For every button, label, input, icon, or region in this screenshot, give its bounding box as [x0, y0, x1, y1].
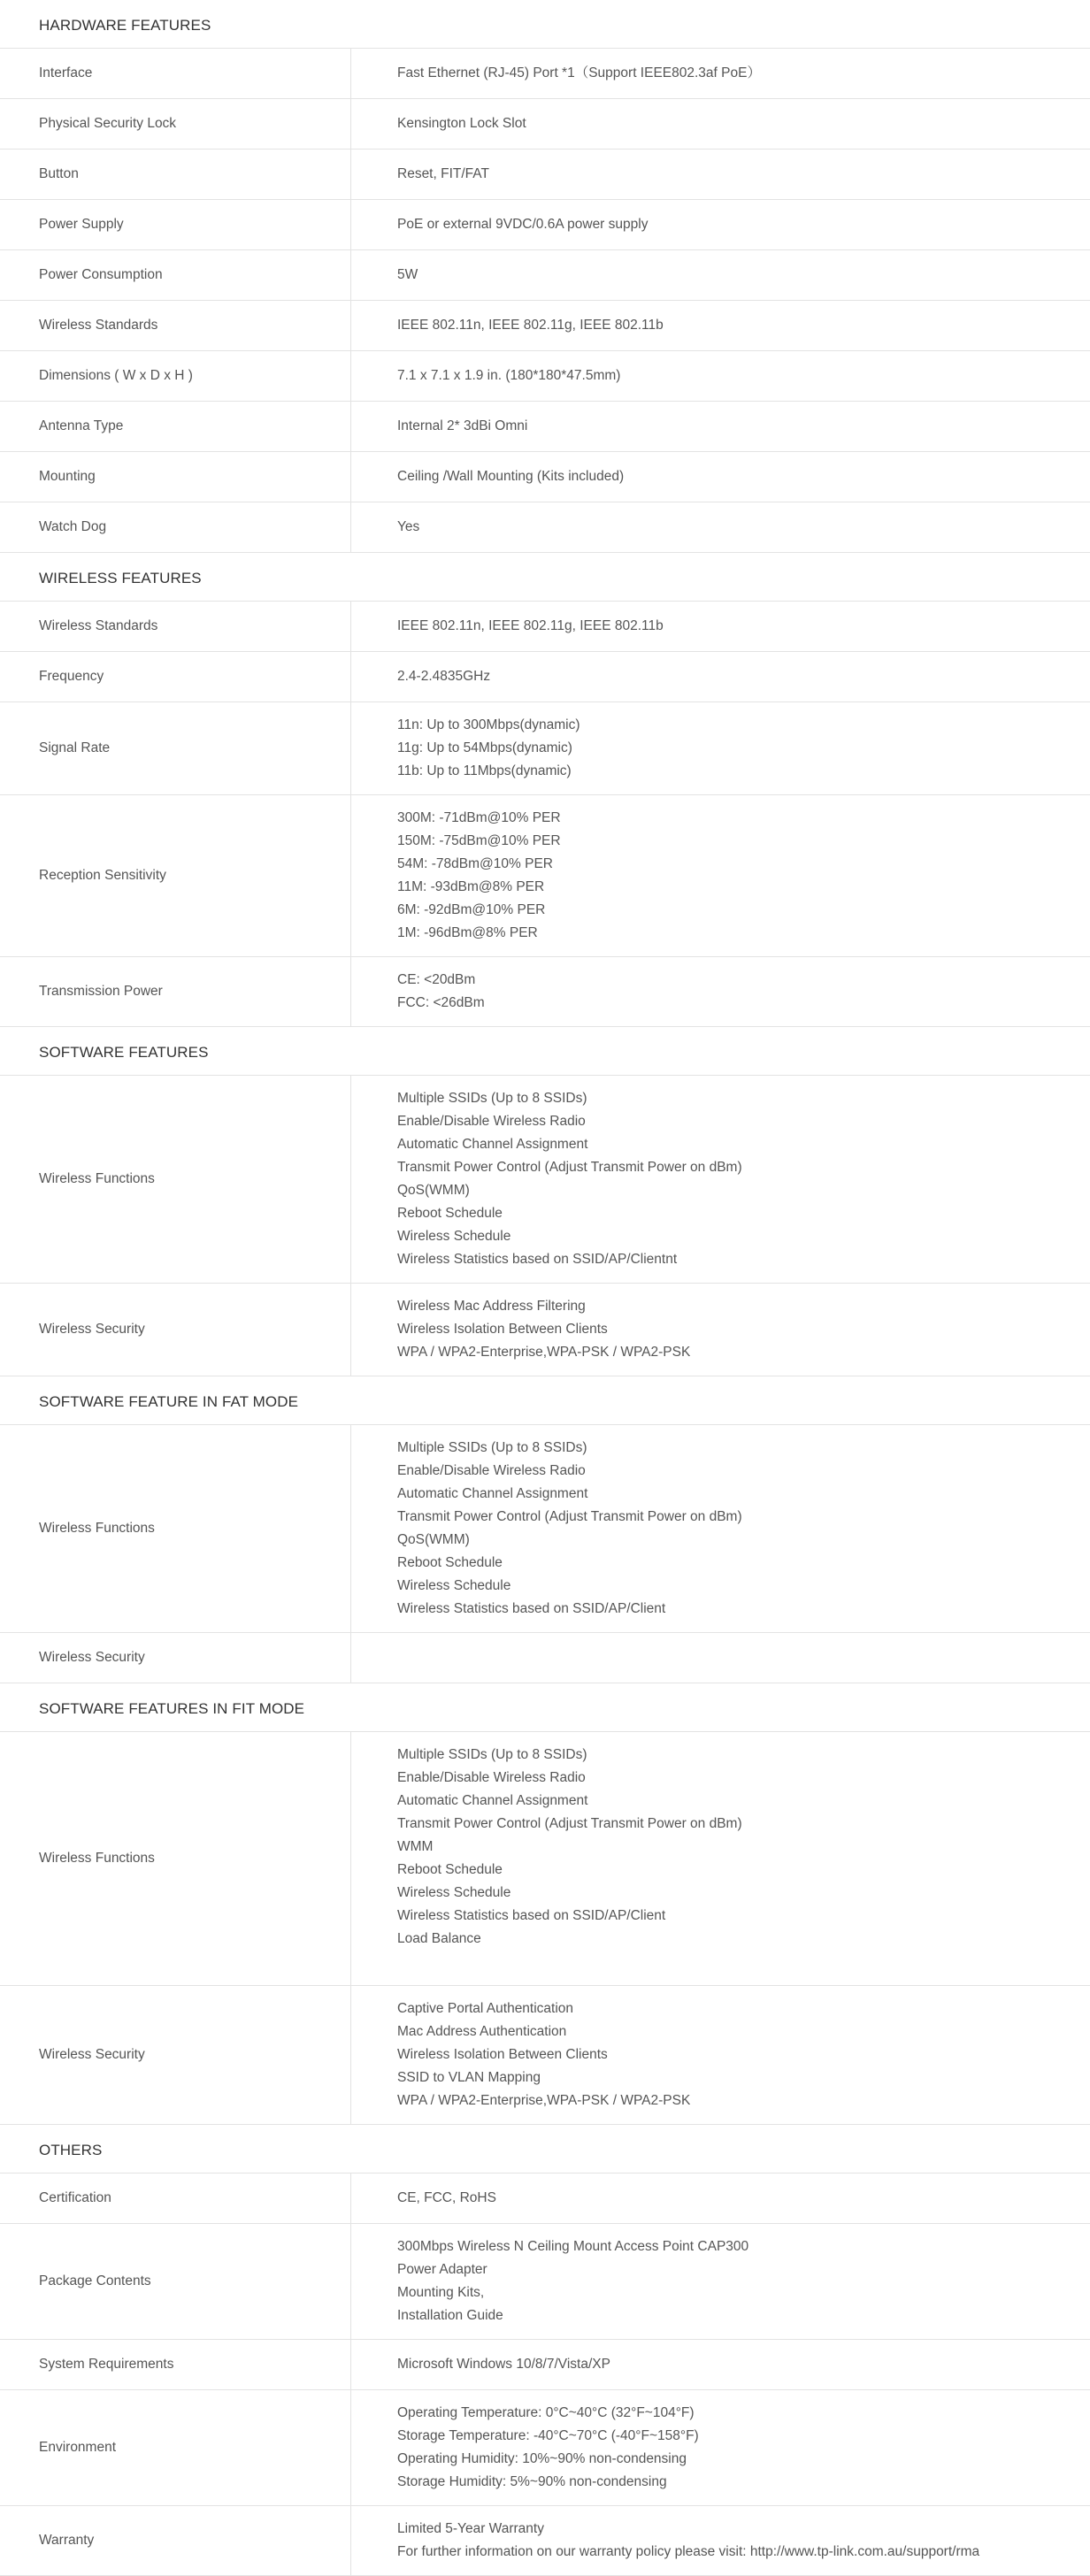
- spec-label: Wireless Security: [0, 1986, 351, 2124]
- spec-value-line: Load Balance: [397, 1931, 481, 1946]
- spec-label: Wireless Security: [0, 1284, 351, 1376]
- spec-value: [351, 452, 1090, 502]
- spec-value-line: Reboot Schedule: [397, 1555, 503, 1570]
- spec-row: [0, 2506, 1090, 2576]
- spec-value-line: Enable/Disable Wireless Radio: [397, 1770, 586, 1785]
- spec-value: [351, 702, 1090, 794]
- spec-label: Wireless Standards: [0, 602, 351, 651]
- spec-value: [351, 1076, 1090, 1283]
- spec-value-line: 300M: -71dBm@10% PER: [397, 810, 561, 825]
- section-title: SOFTWARE FEATURES IN FIT MODE: [0, 1683, 1090, 1732]
- spec-value-line: Fast Ethernet (RJ-45) Port *1（Support IEEE802.3af PoE）: [397, 65, 761, 80]
- spec-row: [0, 1986, 1090, 2125]
- spec-value-line: Wireless Statistics based on SSID/AP/Clientnt: [397, 1252, 678, 1267]
- spec-value: [351, 150, 1090, 199]
- spec-value-line: WPA / WPA2-Enterprise,WPA-PSK / WPA2-PSK: [397, 2093, 691, 2108]
- spec-value-line: Power Adapter: [397, 2262, 487, 2277]
- spec-value-line: WPA / WPA2-Enterprise,WPA-PSK / WPA2-PSK: [397, 1345, 691, 1360]
- spec-label: Dimensions ( W x D x H ): [0, 351, 351, 401]
- spec-value-line: Installation Guide: [397, 2308, 503, 2323]
- spec-label: Power Supply: [0, 200, 351, 249]
- spec-value-line: For further information on our warranty policy please visit: http://www.tp-link.com.au/support/rma: [397, 2544, 980, 2559]
- spec-value-line: 11M: -93dBm@8% PER: [397, 879, 545, 894]
- spec-value-line: [397, 1646, 1090, 1669]
- spec-value-line: Limited 5-Year Warranty: [397, 2521, 544, 2536]
- spec-value-line: QoS(WMM): [397, 1532, 470, 1547]
- spec-value-line: Wireless Schedule: [397, 1229, 511, 1244]
- spec-row: [0, 301, 1090, 351]
- spec-label: Mounting: [0, 452, 351, 502]
- spec-row: [0, 200, 1090, 250]
- spec-label: Interface: [0, 49, 351, 98]
- spec-value-line: Wireless Statistics based on SSID/AP/Client: [397, 1908, 666, 1923]
- spec-value-line: Automatic Channel Assignment: [397, 1486, 588, 1501]
- spec-row: [0, 1076, 1090, 1284]
- spec-section: [0, 1683, 1090, 2125]
- spec-section: [0, 0, 1090, 553]
- spec-value-line: 6M: -92dBm@10% PER: [397, 902, 546, 917]
- spec-value-line: Microsoft Windows 10/8/7/Vista/XP: [397, 2357, 610, 2372]
- spec-value-line: IEEE 802.11n, IEEE 802.11g, IEEE 802.11b: [397, 318, 664, 333]
- spec-label: Wireless Security: [0, 1633, 351, 1683]
- spec-value: [351, 602, 1090, 651]
- spec-value: [351, 795, 1090, 956]
- spec-value: [351, 1986, 1090, 2124]
- spec-label: Certification: [0, 2174, 351, 2223]
- spec-value: [351, 1732, 1090, 1985]
- spec-value: [351, 1633, 1090, 1683]
- spec-value-line: Reboot Schedule: [397, 1862, 503, 1877]
- spec-value-line: 300Mbps Wireless N Ceiling Mount Access Point CAP300: [397, 2239, 749, 2254]
- spec-value-line: Storage Humidity: 5%~90% non-condensing: [397, 2474, 667, 2489]
- spec-value-line: 11n: Up to 300Mbps(dynamic): [397, 717, 580, 732]
- spec-section: [0, 1376, 1090, 1683]
- spec-label: System Requirements: [0, 2340, 351, 2389]
- spec-value-line: Automatic Channel Assignment: [397, 1137, 588, 1152]
- spec-value-line: Wireless Schedule: [397, 1578, 511, 1593]
- spec-value-line: Reboot Schedule: [397, 1206, 503, 1221]
- section-title: SOFTWARE FEATURES: [0, 1027, 1090, 1076]
- spec-value-line: 7.1 x 7.1 x 1.9 in. (180*180*47.5mm): [397, 368, 621, 383]
- spec-label: Button: [0, 150, 351, 199]
- spec-value: [351, 2340, 1090, 2389]
- spec-value-line: 1M: -96dBm@8% PER: [397, 925, 538, 940]
- spec-row: [0, 2224, 1090, 2340]
- spec-label: Frequency: [0, 652, 351, 702]
- spec-row: [0, 2340, 1090, 2390]
- spec-value-line: FCC: <26dBm: [397, 995, 485, 1010]
- spec-label: Power Consumption: [0, 250, 351, 300]
- spec-value-line: Multiple SSIDs (Up to 8 SSIDs): [397, 1440, 587, 1455]
- section-title: WIRELESS FEATURES: [0, 553, 1090, 602]
- section-title: HARDWARE FEATURES: [0, 0, 1090, 49]
- spec-value-line: 11b: Up to 11Mbps(dynamic): [397, 763, 572, 778]
- spec-value-line: 2.4-2.4835GHz: [397, 669, 491, 684]
- spec-value-line: Reset, FIT/FAT: [397, 166, 489, 181]
- spec-value: [351, 351, 1090, 401]
- spec-row: [0, 1732, 1090, 1986]
- spec-label: Watch Dog: [0, 502, 351, 552]
- spec-label: Wireless Standards: [0, 301, 351, 350]
- spec-label: Signal Rate: [0, 702, 351, 794]
- spec-value-line: Internal 2* 3dBi Omni: [397, 418, 528, 433]
- spec-value: [351, 957, 1090, 1026]
- spec-row: [0, 402, 1090, 452]
- spec-row: [0, 795, 1090, 957]
- spec-value-line: Mac Address Authentication: [397, 2024, 567, 2039]
- spec-value-line: Mounting Kits,: [397, 2285, 485, 2300]
- spec-label: Physical Security Lock: [0, 99, 351, 149]
- spec-label: Package Contents: [0, 2224, 351, 2339]
- spec-value: [351, 402, 1090, 451]
- spec-value-line: CE, FCC, RoHS: [397, 2190, 496, 2205]
- spec-value-line: [397, 1951, 1090, 1974]
- spec-value-line: Yes: [397, 519, 420, 534]
- spec-value-line: Transmit Power Control (Adjust Transmit Power on dBm): [397, 1816, 742, 1831]
- spec-value-line: Transmit Power Control (Adjust Transmit Power on dBm): [397, 1160, 742, 1175]
- spec-value: [351, 2174, 1090, 2223]
- spec-value-line: Enable/Disable Wireless Radio: [397, 1463, 586, 1478]
- spec-value: [351, 250, 1090, 300]
- spec-value-line: Ceiling /Wall Mounting (Kits included): [397, 469, 625, 484]
- spec-value-line: QoS(WMM): [397, 1183, 470, 1198]
- spec-value-line: 5W: [397, 267, 418, 282]
- spec-row: [0, 1633, 1090, 1683]
- spec-section: [0, 553, 1090, 1027]
- spec-section: [0, 1027, 1090, 1376]
- spec-value-line: Kensington Lock Slot: [397, 116, 526, 131]
- spec-value-line: Multiple SSIDs (Up to 8 SSIDs): [397, 1091, 587, 1106]
- spec-value: [351, 99, 1090, 149]
- spec-value-line: Wireless Statistics based on SSID/AP/Client: [397, 1601, 666, 1616]
- spec-row: [0, 2390, 1090, 2506]
- spec-value-line: Operating Humidity: 10%~90% non-condensing: [397, 2451, 687, 2466]
- spec-value-line: Wireless Isolation Between Clients: [397, 2047, 608, 2062]
- spec-value: [351, 2224, 1090, 2339]
- spec-row: [0, 702, 1090, 795]
- spec-value: [351, 301, 1090, 350]
- spec-value-line: 150M: -75dBm@10% PER: [397, 833, 561, 848]
- spec-row: [0, 452, 1090, 502]
- spec-row: [0, 1425, 1090, 1633]
- spec-value-line: SSID to VLAN Mapping: [397, 2070, 541, 2085]
- spec-value-line: IEEE 802.11n, IEEE 802.11g, IEEE 802.11b: [397, 618, 664, 633]
- spec-row: [0, 49, 1090, 99]
- spec-row: [0, 99, 1090, 150]
- spec-value-line: Captive Portal Authentication: [397, 2001, 574, 2016]
- spec-row: [0, 250, 1090, 301]
- spec-value-line: CE: <20dBm: [397, 972, 476, 987]
- spec-value: [351, 200, 1090, 249]
- spec-value-line: Multiple SSIDs (Up to 8 SSIDs): [397, 1747, 587, 1762]
- spec-row: [0, 150, 1090, 200]
- spec-row: [0, 1284, 1090, 1376]
- spec-row: [0, 602, 1090, 652]
- section-title: OTHERS: [0, 2125, 1090, 2174]
- spec-value-line: Wireless Mac Address Filtering: [397, 1299, 586, 1314]
- spec-row: [0, 957, 1090, 1027]
- spec-row: [0, 351, 1090, 402]
- spec-value-line: Wireless Schedule: [397, 1885, 511, 1900]
- spec-label: Transmission Power: [0, 957, 351, 1026]
- spec-label: Wireless Functions: [0, 1425, 351, 1632]
- spec-value: [351, 1425, 1090, 1632]
- spec-section: [0, 2125, 1090, 2576]
- spec-value: [351, 49, 1090, 98]
- spec-row: [0, 502, 1090, 553]
- spec-value: [351, 652, 1090, 702]
- spec-value-line: PoE or external 9VDC/0.6A power supply: [397, 217, 649, 232]
- section-title: SOFTWARE FEATURE IN FAT MODE: [0, 1376, 1090, 1425]
- spec-label: Environment: [0, 2390, 351, 2505]
- spec-value-line: Operating Temperature: 0°C~40°C (32°F~104°F): [397, 2405, 695, 2420]
- spec-value: [351, 502, 1090, 552]
- spec-value: [351, 2506, 1090, 2575]
- spec-value-line: Enable/Disable Wireless Radio: [397, 1114, 586, 1129]
- spec-value-line: WMM: [397, 1839, 434, 1854]
- spec-label: Antenna Type: [0, 402, 351, 451]
- spec-value: [351, 2390, 1090, 2505]
- spec-value-line: 11g: Up to 54Mbps(dynamic): [397, 740, 572, 755]
- spec-row: [0, 2174, 1090, 2224]
- spec-value: [351, 1284, 1090, 1376]
- spec-label: Wireless Functions: [0, 1732, 351, 1985]
- spec-label: Reception Sensitivity: [0, 795, 351, 956]
- spec-value-line: Storage Temperature: -40°C~70°C (-40°F~158°F): [397, 2428, 699, 2443]
- spec-label: Warranty: [0, 2506, 351, 2575]
- spec-value-line: 54M: -78dBm@10% PER: [397, 856, 553, 871]
- spec-value-line: Transmit Power Control (Adjust Transmit Power on dBm): [397, 1509, 742, 1524]
- spec-row: [0, 652, 1090, 702]
- spec-value-line: Wireless Isolation Between Clients: [397, 1322, 608, 1337]
- spec-label: Wireless Functions: [0, 1076, 351, 1283]
- spec-value-line: Automatic Channel Assignment: [397, 1793, 588, 1808]
